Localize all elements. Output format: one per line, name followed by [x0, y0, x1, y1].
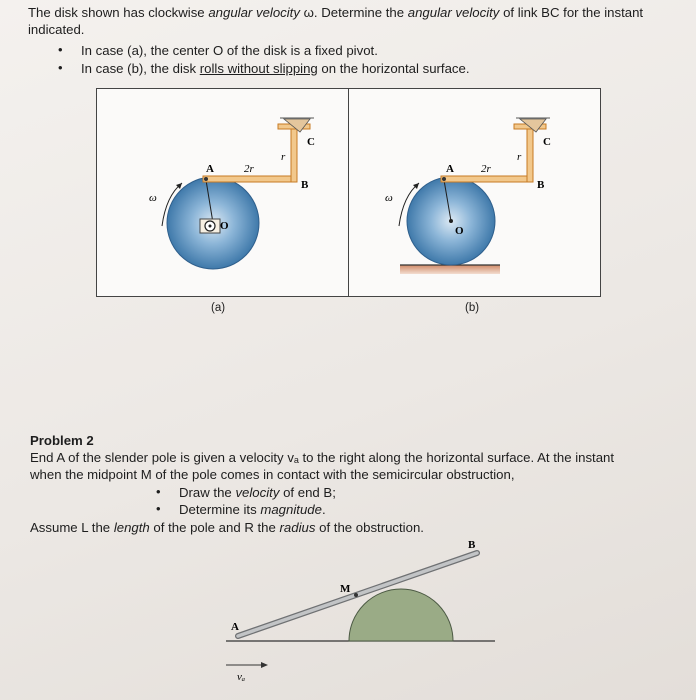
problem2-bullet-2: Determine its magnitude. [179, 502, 326, 517]
label-c-a: C [307, 136, 315, 148]
problem2-figure [0, 530, 696, 700]
disk-b-center [449, 219, 453, 223]
bullet-dot: • [58, 42, 63, 57]
link-bc-b [527, 126, 533, 182]
label-o-b: O [455, 225, 464, 237]
velocity-arrowhead [261, 662, 268, 668]
label-pole-m: M [340, 583, 351, 595]
label-r-b: r [517, 151, 522, 163]
problem2-bullet-1: Draw the velocity of end B; [179, 485, 336, 500]
problem2-title: Problem 2 [30, 433, 94, 448]
label-pole-b: B [468, 539, 476, 551]
label-r-a: r [281, 151, 286, 163]
floor-b [400, 265, 500, 274]
bullet-dot: • [58, 60, 63, 75]
problem1-statement-line2: indicated. [28, 22, 85, 37]
label-velocity-va: vₐ [237, 671, 246, 683]
joint-a-b [442, 177, 446, 181]
label-2r-a: 2r [244, 163, 254, 175]
caption-case-a: (a) [211, 302, 226, 314]
problem1-bullet-2: In case (b), the disk rolls without slipping on the horizontal surface. [81, 61, 470, 76]
problem1-statement-line1: The disk shown has clockwise angular velocity ω. Determine the angular velocity of link BC for the instant [28, 5, 644, 20]
label-o-a: O [220, 220, 229, 232]
pivot-center [209, 225, 212, 228]
link-ab-a [203, 176, 295, 182]
link-ab-b [441, 176, 531, 182]
point-m [354, 593, 358, 597]
label-c-b: C [543, 136, 551, 148]
label-pole-a: A [231, 621, 239, 633]
problem1-bullet-1: In case (a), the center O of the disk is a fixed pivot. [81, 43, 378, 58]
problem2-line2: when the midpoint M of the pole comes in contact with the semicircular obstruction, [30, 467, 515, 482]
semicircular-obstruction [349, 589, 453, 641]
joint-a [204, 177, 208, 181]
bullet-dot: • [156, 484, 161, 499]
label-a-a: A [206, 163, 214, 175]
label-b-b: B [537, 179, 545, 191]
problem1-figure [96, 88, 602, 298]
label-b-a: B [301, 179, 309, 191]
label-omega-a: ω [149, 192, 157, 204]
caption-case-b: (b) [465, 302, 480, 314]
problem2-line1: End A of the slender pole is given a velocity vₐ to the right along the horizontal surface. At the instant [30, 450, 615, 465]
link-bc-a [291, 126, 297, 182]
label-omega-b: ω [385, 192, 393, 204]
label-2r-b: 2r [481, 163, 491, 175]
bullet-dot: • [156, 501, 161, 516]
problem2-assumption: Assume L the length of the pole and R the radius of the obstruction. [30, 520, 424, 535]
label-a-b: A [446, 163, 454, 175]
